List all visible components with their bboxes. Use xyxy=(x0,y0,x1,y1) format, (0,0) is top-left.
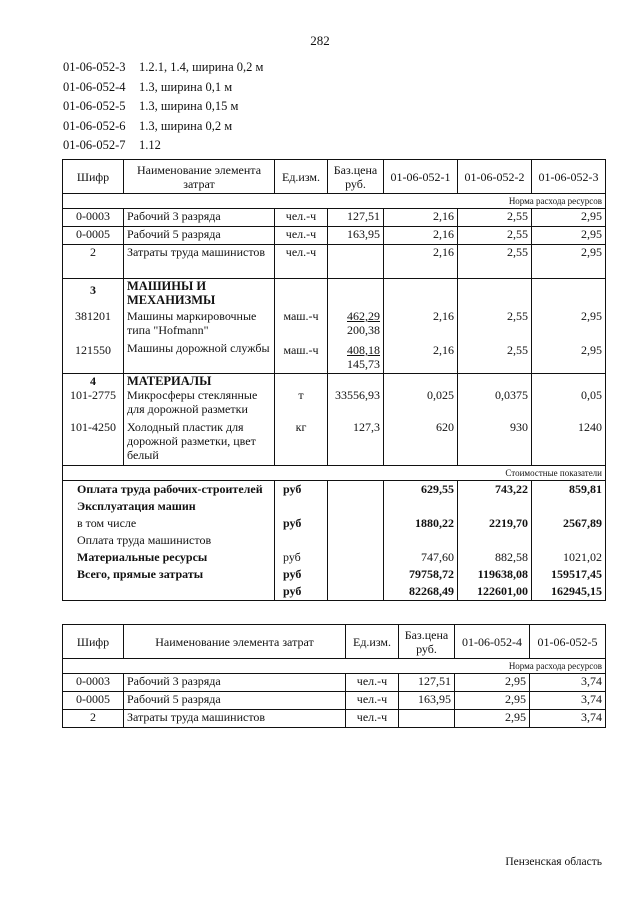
machine-unit: маш.-ч xyxy=(283,309,319,323)
row-value-2: 2,55 xyxy=(458,245,532,279)
code-id: 01-06-052-7 xyxy=(63,138,126,152)
cost-value: 743,22 xyxy=(495,482,528,496)
table-header-row xyxy=(63,625,606,659)
cost-name: Оплата труда машинистов xyxy=(77,533,212,547)
machine-unit: маш.-ч xyxy=(283,343,319,357)
machine-value: 2,16 xyxy=(433,309,454,323)
row-code: 0-0005 xyxy=(63,227,124,245)
cost-summary xyxy=(63,481,606,601)
header-col-1: 01-06-052-1 xyxy=(384,160,458,194)
code-desc: 1.3, ширина 0,1 м xyxy=(139,79,233,94)
table-row xyxy=(63,209,606,227)
row-price xyxy=(399,710,455,728)
machine-price-labor: 145,73 xyxy=(347,357,380,371)
table-row xyxy=(63,674,606,692)
material-value: 620 xyxy=(436,420,454,434)
machine-price-labor: 200,38 xyxy=(347,323,380,337)
header-code: Шифр xyxy=(63,160,124,194)
material-code: 101-4250 xyxy=(70,420,116,434)
cost-values-1 xyxy=(384,481,458,601)
row-value-1: 2,16 xyxy=(384,209,458,227)
cost-name: Всего, прямые затраты xyxy=(77,567,204,581)
cost-value: 882,58 xyxy=(495,550,528,564)
norm-label-row xyxy=(63,659,606,674)
code-id: 01-06-052-4 xyxy=(63,79,126,94)
section-number: 3 xyxy=(90,283,96,297)
material-code: 101-2775 xyxy=(70,388,116,402)
row-value-1 xyxy=(384,374,458,466)
material-value: 0,0375 xyxy=(495,388,528,402)
cost-name: в том числе xyxy=(77,516,137,530)
row-price xyxy=(328,279,384,374)
section-number: 4 xyxy=(90,374,96,388)
cost-value: 2219,70 xyxy=(489,516,528,530)
cost-values-2 xyxy=(458,481,532,601)
cost-value: 629,55 xyxy=(421,482,454,496)
material-value: 1240 xyxy=(578,420,602,434)
material-price: 33556,93 xyxy=(335,388,380,402)
row-unit xyxy=(275,279,328,374)
row-price: 127,51 xyxy=(328,209,384,227)
cost-value: 82268,49 xyxy=(409,584,454,598)
table-header-row xyxy=(63,160,606,194)
machine-code: 121550 xyxy=(75,343,111,357)
row-value-1: 2,16 xyxy=(384,245,458,279)
code-desc: 1.12 xyxy=(139,138,161,152)
cost-name: Оплата труда рабочих-строителей xyxy=(77,482,263,496)
row-value-1: 2,16 xyxy=(384,227,458,245)
row-name: Рабочий 3 разряда xyxy=(124,209,275,227)
row-name: Затраты труда машинистов xyxy=(124,245,275,279)
row-value-2: 2,55 xyxy=(458,227,532,245)
row-value-1 xyxy=(384,279,458,374)
cost-name: Материальные ресурсы xyxy=(77,550,208,564)
header-col-5: 01-06-052-5 xyxy=(530,625,606,659)
row-name: Рабочий 3 разряда xyxy=(124,674,346,692)
cost-value: 162945,15 xyxy=(551,584,602,598)
code-list-item xyxy=(63,97,263,117)
code-id: 01-06-052-3 xyxy=(63,60,126,74)
row-code: 2 xyxy=(63,245,124,279)
row-unit: чел.-ч xyxy=(346,692,399,710)
cost-value: 119638,08 xyxy=(477,567,528,581)
table-row xyxy=(63,710,606,728)
header-col-3: 01-06-052-3 xyxy=(532,160,606,194)
cost-value: 159517,45 xyxy=(551,567,602,581)
section-title: МАТЕРИАЛЫ xyxy=(127,374,212,388)
resource-table-2 xyxy=(62,624,606,728)
code-list-item xyxy=(63,78,263,98)
row-value-1: 2,95 xyxy=(455,710,530,728)
row-name: Рабочий 5 разряда xyxy=(124,692,346,710)
row-name xyxy=(124,279,275,374)
cost-value: 2567,89 xyxy=(563,516,602,530)
header-col-2: 01-06-052-2 xyxy=(458,160,532,194)
cost-values-3 xyxy=(532,481,606,601)
row-price xyxy=(328,374,384,466)
row-value-1: 2,95 xyxy=(455,692,530,710)
row-value-3: 2,95 xyxy=(532,227,606,245)
row-unit: чел.-ч xyxy=(275,227,328,245)
row-value-1: 2,95 xyxy=(455,674,530,692)
cost-name: Эксплуатация машин xyxy=(77,499,196,513)
code-desc: 1.2.1, 1.4, ширина 0,2 м xyxy=(139,60,264,74)
code-id: 01-06-052-5 xyxy=(63,99,126,113)
row-code: 0-0003 xyxy=(63,674,124,692)
code-id: 01-06-052-6 xyxy=(63,118,126,133)
cost-unit: руб xyxy=(283,567,302,581)
cost-value: 859,81 xyxy=(569,482,602,496)
row-code xyxy=(63,374,124,466)
cost-label: Стоимостные показатели xyxy=(63,466,606,481)
machine-value: 2,95 xyxy=(581,309,602,323)
header-unit: Ед.изм. xyxy=(346,625,399,659)
norm-label: Норма расхода ресурсов xyxy=(63,659,606,674)
row-price: 163,95 xyxy=(399,692,455,710)
table-row xyxy=(63,245,606,279)
machine-price: 462,29 xyxy=(347,309,380,323)
machine-value: 2,16 xyxy=(433,343,454,357)
row-value-2: 3,74 xyxy=(530,674,606,692)
cost-value: 122601,00 xyxy=(477,584,528,598)
row-code: 0-0005 xyxy=(63,692,124,710)
cost-price xyxy=(328,481,384,601)
code-desc: 1.3, ширина 0,2 м xyxy=(139,118,233,133)
cost-value: 79758,72 xyxy=(409,567,454,581)
cost-value: 1880,22 xyxy=(415,516,454,530)
row-unit: чел.-ч xyxy=(346,710,399,728)
machine-price: 408,18 xyxy=(347,343,380,357)
row-code xyxy=(63,279,124,374)
cost-unit: руб xyxy=(283,516,302,530)
code-list xyxy=(63,58,263,156)
material-name: Микросферы стеклянные для дорожной разметки xyxy=(127,388,258,416)
material-value: 930 xyxy=(510,420,528,434)
row-price: 127,51 xyxy=(399,674,455,692)
row-value-2: 2,55 xyxy=(458,209,532,227)
machine-value: 2,55 xyxy=(507,309,528,323)
header-code: Шифр xyxy=(63,625,124,659)
code-list-item xyxy=(63,136,263,156)
row-value-3: 2,95 xyxy=(532,209,606,227)
machine-code: 381201 xyxy=(75,309,111,323)
row-price: 163,95 xyxy=(328,227,384,245)
machine-name: Машины дорожной службы xyxy=(127,341,270,355)
row-unit xyxy=(275,374,328,466)
material-unit: т xyxy=(298,388,304,402)
cost-unit: руб xyxy=(283,482,302,496)
section-title: МАШИНЫ И МЕХАНИЗМЫ xyxy=(127,279,216,307)
machine-value: 2,95 xyxy=(581,343,602,357)
cost-value: 1021,02 xyxy=(563,550,602,564)
materials-section xyxy=(63,374,606,466)
row-value-3 xyxy=(532,279,606,374)
cost-units xyxy=(275,481,328,601)
header-name: Наименование элемента затрат xyxy=(124,160,275,194)
row-name xyxy=(124,374,275,466)
code-list-item xyxy=(63,117,263,137)
row-value-2 xyxy=(458,374,532,466)
table-row xyxy=(63,692,606,710)
header-price: Баз.цена руб. xyxy=(328,160,384,194)
row-value-2 xyxy=(458,279,532,374)
row-value-2: 3,74 xyxy=(530,692,606,710)
code-list-item xyxy=(63,58,263,78)
material-price: 127,3 xyxy=(353,420,380,434)
header-price: Баз.цена руб. xyxy=(399,625,455,659)
table-row xyxy=(63,227,606,245)
header-name: Наименование элемента затрат xyxy=(124,625,346,659)
row-unit: чел.-ч xyxy=(275,209,328,227)
row-name: Затраты труда машинистов xyxy=(124,710,346,728)
row-unit: чел.-ч xyxy=(346,674,399,692)
resource-table-1 xyxy=(62,159,606,601)
norm-label: Норма расхода ресурсов xyxy=(63,194,606,209)
cost-value: 747,60 xyxy=(421,550,454,564)
material-value: 0,05 xyxy=(581,388,602,402)
cost-unit: руб xyxy=(283,584,302,598)
page-number: 282 xyxy=(310,33,330,48)
material-value: 0,025 xyxy=(427,388,454,402)
row-name: Рабочий 5 разряда xyxy=(124,227,275,245)
material-unit: кг xyxy=(295,420,307,434)
row-value-3: 2,95 xyxy=(532,245,606,279)
cost-names xyxy=(63,481,275,601)
material-name: Холодный пластик для дорожной разметки, цвет белый xyxy=(127,420,256,462)
row-unit: чел.-ч xyxy=(275,245,328,279)
code-desc: 1.3, ширина 0,15 м xyxy=(139,99,239,113)
row-price xyxy=(328,245,384,279)
header-unit: Ед.изм. xyxy=(275,160,328,194)
cost-label-row xyxy=(63,466,606,481)
machine-name: Машины маркировочные типа "Hofmann" xyxy=(127,309,257,337)
machine-value: 2,55 xyxy=(507,343,528,357)
header-col-4: 01-06-052-4 xyxy=(455,625,530,659)
row-code: 2 xyxy=(63,710,124,728)
machines-section xyxy=(63,279,606,374)
cost-unit: руб xyxy=(283,550,301,564)
row-value-2: 3,74 xyxy=(530,710,606,728)
footer-region: Пензенская область xyxy=(505,856,602,868)
norm-label-row xyxy=(63,194,606,209)
row-value-3 xyxy=(532,374,606,466)
row-code: 0-0003 xyxy=(63,209,124,227)
